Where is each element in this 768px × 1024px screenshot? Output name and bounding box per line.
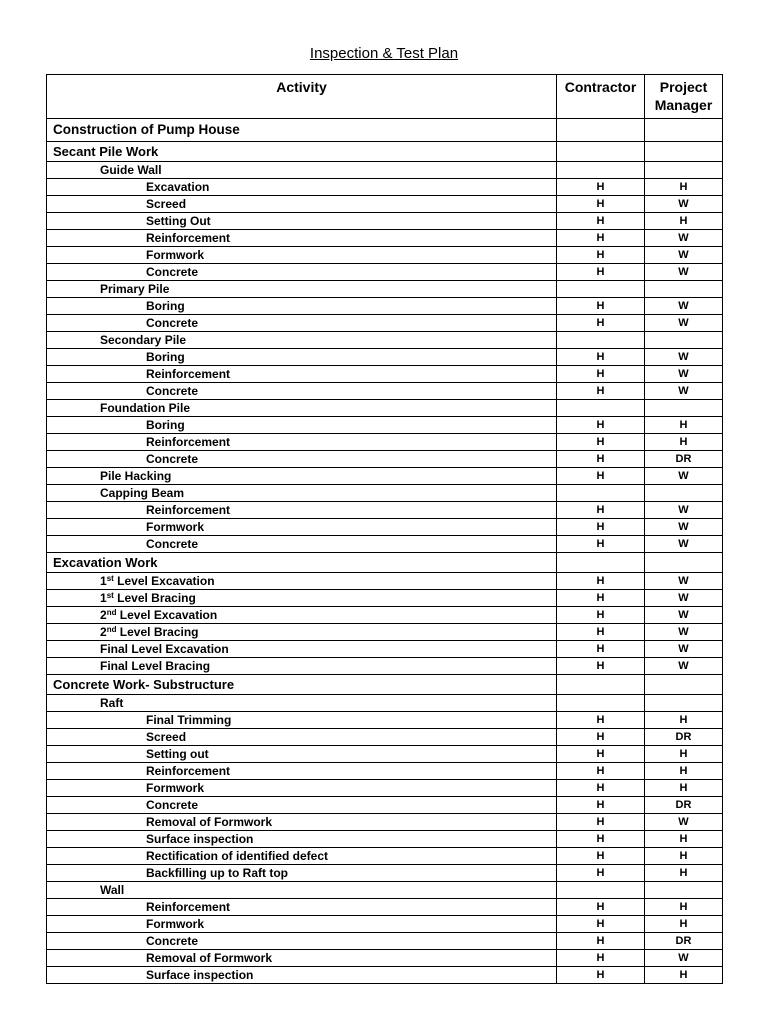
header-activity: Activity bbox=[47, 75, 557, 119]
contractor-cell bbox=[557, 553, 645, 573]
activity-ordinal-suffix: nd bbox=[106, 625, 117, 634]
activity-text: Reinforcement bbox=[146, 231, 231, 245]
project-manager-cell: H bbox=[645, 712, 723, 729]
project-manager-cell: DR bbox=[645, 797, 723, 814]
activity-cell bbox=[47, 950, 557, 967]
activity-cell bbox=[47, 882, 557, 899]
contractor-cell: H bbox=[557, 213, 645, 230]
project-manager-cell: W bbox=[645, 366, 723, 383]
table-row bbox=[47, 315, 723, 332]
activity-text: Concrete bbox=[146, 265, 199, 279]
activity-text: Foundation Pile bbox=[100, 401, 190, 415]
contractor-cell: H bbox=[557, 814, 645, 831]
activity-text: Boring bbox=[146, 299, 185, 313]
project-manager-cell: H bbox=[645, 434, 723, 451]
project-manager-cell: W bbox=[645, 502, 723, 519]
activity-cell bbox=[47, 502, 557, 519]
activity-cell bbox=[47, 213, 557, 230]
contractor-cell: H bbox=[557, 641, 645, 658]
table-row bbox=[47, 247, 723, 264]
activity-text: Setting out bbox=[146, 747, 209, 761]
contractor-cell: H bbox=[557, 196, 645, 213]
project-manager-cell: H bbox=[645, 865, 723, 882]
table-header-row bbox=[47, 75, 723, 119]
project-manager-cell: H bbox=[645, 780, 723, 797]
activity-cell bbox=[47, 780, 557, 797]
activity-cell bbox=[47, 142, 557, 162]
activity-cell bbox=[47, 485, 557, 502]
activity-cell bbox=[47, 230, 557, 247]
project-manager-cell: W bbox=[645, 315, 723, 332]
contractor-cell: H bbox=[557, 502, 645, 519]
contractor-cell: H bbox=[557, 247, 645, 264]
contractor-cell: H bbox=[557, 607, 645, 624]
table-row bbox=[47, 729, 723, 746]
activity-ordinal: 2 bbox=[100, 625, 107, 639]
activity-text: Construction of Pump House bbox=[53, 122, 240, 137]
activity-text: Screed bbox=[146, 730, 187, 744]
activity-text: Final Level Bracing bbox=[100, 659, 211, 673]
project-manager-cell bbox=[645, 119, 723, 142]
activity-text: Level Excavation bbox=[116, 608, 218, 622]
project-manager-cell: W bbox=[645, 383, 723, 400]
project-manager-cell: W bbox=[645, 607, 723, 624]
activity-text: Surface inspection bbox=[146, 832, 254, 846]
project-manager-cell: H bbox=[645, 763, 723, 780]
activity-text: Concrete bbox=[146, 384, 199, 398]
project-manager-cell: W bbox=[645, 658, 723, 675]
project-manager-cell: W bbox=[645, 641, 723, 658]
project-manager-cell: W bbox=[645, 247, 723, 264]
contractor-cell: H bbox=[557, 179, 645, 196]
activity-ordinal-suffix: nd bbox=[106, 608, 117, 617]
activity-text: Reinforcement bbox=[146, 367, 231, 381]
contractor-cell: H bbox=[557, 366, 645, 383]
contractor-cell: H bbox=[557, 230, 645, 247]
table-row bbox=[47, 119, 723, 142]
project-manager-cell: W bbox=[645, 264, 723, 281]
activity-text: Boring bbox=[146, 418, 185, 432]
project-manager-cell: W bbox=[645, 196, 723, 213]
table-row bbox=[47, 366, 723, 383]
activity-cell bbox=[47, 763, 557, 780]
activity-cell bbox=[47, 298, 557, 315]
activity-cell bbox=[47, 624, 557, 641]
activity-cell bbox=[47, 607, 557, 624]
contractor-cell: H bbox=[557, 519, 645, 536]
activity-cell bbox=[47, 264, 557, 281]
activity-cell bbox=[47, 451, 557, 468]
table-row bbox=[47, 502, 723, 519]
activity-cell bbox=[47, 848, 557, 865]
activity-cell bbox=[47, 434, 557, 451]
contractor-cell: H bbox=[557, 746, 645, 763]
contractor-cell bbox=[557, 400, 645, 417]
table-row bbox=[47, 196, 723, 213]
table-row bbox=[47, 865, 723, 882]
activity-text: Formwork bbox=[146, 917, 205, 931]
table-row bbox=[47, 831, 723, 848]
contractor-cell bbox=[557, 281, 645, 298]
table-row bbox=[47, 814, 723, 831]
project-manager-cell: W bbox=[645, 519, 723, 536]
contractor-cell: H bbox=[557, 417, 645, 434]
table-row bbox=[47, 848, 723, 865]
table-row bbox=[47, 967, 723, 984]
activity-text: Formwork bbox=[146, 520, 205, 534]
activity-cell bbox=[47, 590, 557, 607]
project-manager-cell: W bbox=[645, 230, 723, 247]
activity-text: Level Excavation bbox=[113, 574, 215, 588]
activity-text: Guide Wall bbox=[100, 163, 162, 177]
header-contractor: Contractor bbox=[557, 75, 645, 119]
activity-cell bbox=[47, 916, 557, 933]
activity-cell bbox=[47, 797, 557, 814]
contractor-cell: H bbox=[557, 573, 645, 590]
activity-text: Secondary Pile bbox=[100, 333, 187, 347]
activity-cell bbox=[47, 179, 557, 196]
activity-cell bbox=[47, 831, 557, 848]
activity-cell bbox=[47, 729, 557, 746]
activity-text: Reinforcement bbox=[146, 764, 231, 778]
activity-text: Setting Out bbox=[146, 214, 211, 228]
activity-text: Excavation bbox=[146, 180, 210, 194]
inspection-test-plan-table bbox=[46, 74, 723, 984]
contractor-cell: H bbox=[557, 950, 645, 967]
project-manager-cell bbox=[645, 695, 723, 712]
project-manager-cell bbox=[645, 162, 723, 179]
activity-cell bbox=[47, 553, 557, 573]
contractor-cell: H bbox=[557, 916, 645, 933]
contractor-cell bbox=[557, 675, 645, 695]
table-row bbox=[47, 468, 723, 485]
table-row bbox=[47, 797, 723, 814]
contractor-cell: H bbox=[557, 729, 645, 746]
project-manager-cell: H bbox=[645, 916, 723, 933]
table-row bbox=[47, 230, 723, 247]
activity-text: Concrete bbox=[146, 537, 199, 551]
table-row bbox=[47, 553, 723, 573]
activity-text: Removal of Formwork bbox=[146, 951, 273, 965]
activity-cell bbox=[47, 675, 557, 695]
activity-text: Reinforcement bbox=[146, 435, 231, 449]
contractor-cell bbox=[557, 695, 645, 712]
table-row bbox=[47, 641, 723, 658]
activity-text: Screed bbox=[146, 197, 187, 211]
table-row bbox=[47, 519, 723, 536]
project-manager-cell bbox=[645, 553, 723, 573]
activity-cell bbox=[47, 119, 557, 142]
activity-text: Secant Pile Work bbox=[53, 143, 159, 159]
table-row bbox=[47, 695, 723, 712]
table-row bbox=[47, 899, 723, 916]
project-manager-cell: H bbox=[645, 848, 723, 865]
table-row bbox=[47, 179, 723, 196]
activity-cell bbox=[47, 641, 557, 658]
activity-text: Concrete bbox=[146, 316, 199, 330]
table-row bbox=[47, 298, 723, 315]
activity-text: Concrete Work- Substructure bbox=[53, 676, 235, 692]
table-row bbox=[47, 281, 723, 298]
project-manager-cell bbox=[645, 675, 723, 695]
contractor-cell: H bbox=[557, 536, 645, 553]
table-row bbox=[47, 590, 723, 607]
activity-text: Concrete bbox=[146, 798, 199, 812]
project-manager-cell bbox=[645, 142, 723, 162]
contractor-cell: H bbox=[557, 315, 645, 332]
contractor-cell: H bbox=[557, 658, 645, 675]
contractor-cell bbox=[557, 332, 645, 349]
activity-text: Level Bracing bbox=[116, 625, 199, 639]
activity-text: Removal of Formwork bbox=[146, 815, 273, 829]
table-row bbox=[47, 712, 723, 729]
contractor-cell: H bbox=[557, 763, 645, 780]
contractor-cell: H bbox=[557, 468, 645, 485]
table-row bbox=[47, 485, 723, 502]
activity-cell bbox=[47, 865, 557, 882]
activity-text: Concrete bbox=[146, 934, 199, 948]
project-manager-cell: W bbox=[645, 349, 723, 366]
activity-text: Final Level Excavation bbox=[100, 642, 229, 656]
table-row bbox=[47, 573, 723, 590]
contractor-cell: H bbox=[557, 967, 645, 984]
project-manager-cell bbox=[645, 281, 723, 298]
contractor-cell: H bbox=[557, 848, 645, 865]
activity-text: Primary Pile bbox=[100, 282, 170, 296]
activity-cell bbox=[47, 315, 557, 332]
project-manager-cell: DR bbox=[645, 451, 723, 468]
contractor-cell bbox=[557, 485, 645, 502]
contractor-cell: H bbox=[557, 797, 645, 814]
table-row bbox=[47, 882, 723, 899]
contractor-cell: H bbox=[557, 899, 645, 916]
activity-text: Excavation Work bbox=[53, 554, 158, 570]
activity-cell bbox=[47, 967, 557, 984]
project-manager-cell: H bbox=[645, 417, 723, 434]
contractor-cell: H bbox=[557, 451, 645, 468]
project-manager-cell: H bbox=[645, 899, 723, 916]
table-row bbox=[47, 383, 723, 400]
contractor-cell: H bbox=[557, 933, 645, 950]
contractor-cell: H bbox=[557, 349, 645, 366]
activity-text: Raft bbox=[100, 696, 124, 710]
activity-cell bbox=[47, 162, 557, 179]
activity-cell bbox=[47, 933, 557, 950]
project-manager-cell: W bbox=[645, 298, 723, 315]
project-manager-cell: W bbox=[645, 814, 723, 831]
activity-ordinal: 1 bbox=[100, 591, 107, 605]
contractor-cell: H bbox=[557, 434, 645, 451]
activity-text: Surface inspection bbox=[146, 968, 254, 982]
project-manager-cell: H bbox=[645, 746, 723, 763]
contractor-cell: H bbox=[557, 865, 645, 882]
project-manager-cell: W bbox=[645, 468, 723, 485]
table-row bbox=[47, 264, 723, 281]
activity-text: Formwork bbox=[146, 248, 205, 262]
activity-cell bbox=[47, 247, 557, 264]
activity-cell bbox=[47, 746, 557, 763]
activity-text: Concrete bbox=[146, 452, 199, 466]
activity-text: Wall bbox=[100, 883, 125, 897]
project-manager-cell: H bbox=[645, 831, 723, 848]
table-row bbox=[47, 675, 723, 695]
contractor-cell: H bbox=[557, 590, 645, 607]
contractor-cell bbox=[557, 119, 645, 142]
activity-text: Reinforcement bbox=[146, 503, 231, 517]
table-row bbox=[47, 451, 723, 468]
project-manager-cell: DR bbox=[645, 933, 723, 950]
table-row bbox=[47, 624, 723, 641]
contractor-cell bbox=[557, 162, 645, 179]
activity-cell bbox=[47, 281, 557, 298]
project-manager-cell: W bbox=[645, 950, 723, 967]
activity-ordinal-suffix: st bbox=[106, 591, 114, 600]
table-row bbox=[47, 780, 723, 797]
activity-cell bbox=[47, 196, 557, 213]
contractor-cell: H bbox=[557, 780, 645, 797]
contractor-cell: H bbox=[557, 712, 645, 729]
table-row bbox=[47, 658, 723, 675]
contractor-cell: H bbox=[557, 298, 645, 315]
activity-cell bbox=[47, 417, 557, 434]
table-row bbox=[47, 607, 723, 624]
activity-cell bbox=[47, 712, 557, 729]
table-row bbox=[47, 142, 723, 162]
table-row bbox=[47, 400, 723, 417]
activity-cell bbox=[47, 658, 557, 675]
project-manager-cell: W bbox=[645, 536, 723, 553]
project-manager-cell: DR bbox=[645, 729, 723, 746]
activity-text: Level Bracing bbox=[113, 591, 196, 605]
project-manager-cell: W bbox=[645, 573, 723, 590]
table-row bbox=[47, 536, 723, 553]
activity-cell bbox=[47, 400, 557, 417]
activity-cell bbox=[47, 383, 557, 400]
contractor-cell: H bbox=[557, 831, 645, 848]
activity-text: Boring bbox=[146, 350, 185, 364]
activity-cell bbox=[47, 349, 557, 366]
activity-ordinal: 2 bbox=[100, 608, 107, 622]
table-row bbox=[47, 434, 723, 451]
table-row bbox=[47, 162, 723, 179]
table-row bbox=[47, 916, 723, 933]
project-manager-cell bbox=[645, 400, 723, 417]
activity-cell bbox=[47, 814, 557, 831]
project-manager-cell bbox=[645, 485, 723, 502]
activity-text: Pile Hacking bbox=[100, 469, 172, 483]
activity-text: Formwork bbox=[146, 781, 205, 795]
contractor-cell: H bbox=[557, 624, 645, 641]
activity-cell bbox=[47, 536, 557, 553]
activity-cell bbox=[47, 573, 557, 590]
activity-text: Backfilling up to Raft top bbox=[146, 866, 288, 880]
activity-cell bbox=[47, 519, 557, 536]
activity-ordinal: 1 bbox=[100, 574, 107, 588]
activity-text: Reinforcement bbox=[146, 900, 231, 914]
project-manager-cell: W bbox=[645, 590, 723, 607]
table-row bbox=[47, 950, 723, 967]
header-project-manager: Project Manager bbox=[645, 75, 723, 119]
table-row bbox=[47, 332, 723, 349]
project-manager-cell: W bbox=[645, 624, 723, 641]
activity-ordinal-suffix: st bbox=[106, 574, 114, 583]
activity-text: Capping Beam bbox=[100, 486, 185, 500]
project-manager-cell: H bbox=[645, 967, 723, 984]
activity-text: Rectification of identified defect bbox=[146, 849, 329, 863]
project-manager-cell: H bbox=[645, 179, 723, 196]
table-row bbox=[47, 933, 723, 950]
contractor-cell bbox=[557, 882, 645, 899]
activity-cell bbox=[47, 332, 557, 349]
contractor-cell: H bbox=[557, 383, 645, 400]
activity-cell bbox=[47, 366, 557, 383]
contractor-cell bbox=[557, 142, 645, 162]
table-row bbox=[47, 746, 723, 763]
project-manager-cell bbox=[645, 882, 723, 899]
activity-cell bbox=[47, 899, 557, 916]
table-row bbox=[47, 417, 723, 434]
activity-cell bbox=[47, 695, 557, 712]
activity-cell bbox=[47, 468, 557, 485]
table-row bbox=[47, 349, 723, 366]
table-row bbox=[47, 763, 723, 780]
document-title: Inspection & Test Plan bbox=[309, 45, 459, 62]
table-row bbox=[47, 213, 723, 230]
project-manager-cell: H bbox=[645, 213, 723, 230]
contractor-cell: H bbox=[557, 264, 645, 281]
project-manager-cell bbox=[645, 332, 723, 349]
activity-text: Final Trimming bbox=[146, 713, 232, 727]
